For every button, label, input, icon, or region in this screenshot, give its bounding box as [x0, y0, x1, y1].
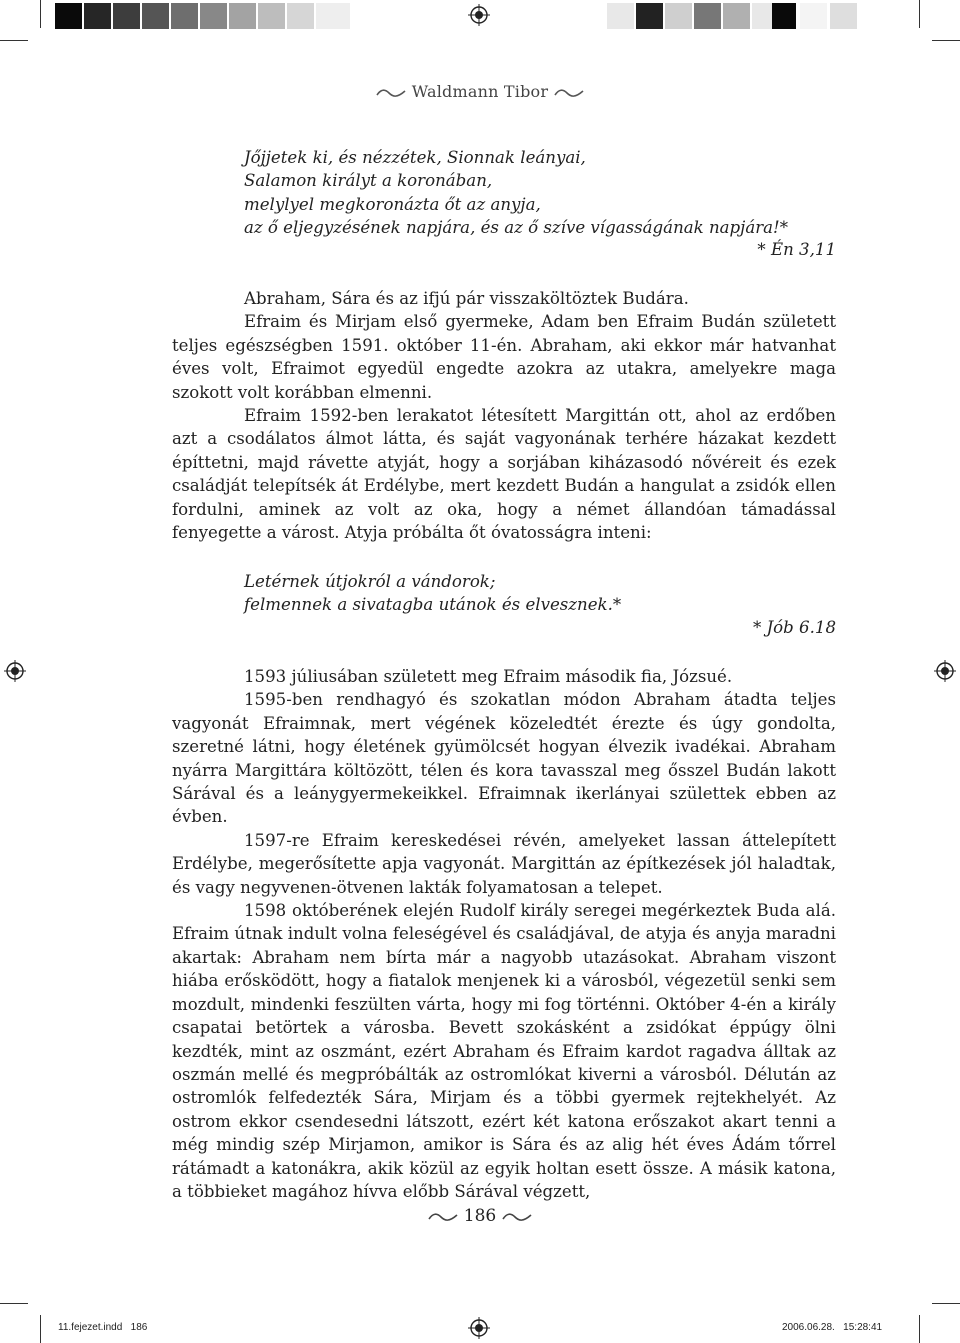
registration-mark-icon-top — [468, 4, 490, 26]
swash-ornament-icon — [376, 87, 406, 99]
quoted-poem — [244, 570, 621, 617]
registration-mark-icon-bottom — [468, 1317, 490, 1339]
body-text-section — [172, 665, 836, 1203]
scripture-reference: * Én 3,11 — [757, 240, 836, 259]
paragraph: 1593 júliusában született meg Efraim második fia, Józsué. — [244, 667, 733, 686]
poem-line: Jőjjetek ki, és nézzétek, Sionnak leányai, — [244, 148, 586, 167]
slug-timestamp: 2006.06.28. 15:28:41 — [782, 1322, 883, 1333]
epigraph-poem — [244, 146, 788, 240]
paragraph: 1597-re Efraim kereskedései révén, amelyeket lassan áttelepített Erdélybe, megerősítette apja vagyonát. Margittán az építkezések jól haladtak, és vagy negyvenen-ötvenen lakták folyamatosan a telepet. — [172, 830, 836, 897]
poem-line: melylyel megkoronázta őt az anyja, — [244, 194, 541, 214]
poem-line: az ő eljegyzésének napjára, és az ő szíve vígasságának napjára!* — [244, 218, 789, 238]
registration-mark-icon-left — [4, 660, 26, 682]
swash-ornament-icon — [554, 87, 584, 99]
swash-ornament-icon — [428, 1211, 458, 1223]
slug-filename: 11.fejezet.indd 186 — [58, 1322, 148, 1333]
paragraph: Abraham, Sára és az ifjú pár visszaköltöztek Budára. — [244, 289, 689, 308]
author-name: Waldmann Tibor — [411, 82, 549, 101]
poem-line: Letérnek útjokról a vándorok; — [244, 572, 496, 591]
registration-mark-icon-right — [934, 660, 956, 682]
running-head — [0, 82, 960, 101]
page-number-value: 186 — [463, 1206, 497, 1226]
paragraph: Efraim 1592-ben lerakatot létesített Margittán ott, ahol az erdőben azt a csodálatos álmot látta, és saját vagyonának terhére házakat kezdett építtetni, majd rávette atyját, hogy a sorjában kiházasodó nővéreit és ezek családját telepítsék át Erdélybe, mert kezdett Budán a hangulat a zsidók ellen fordulni, aminek az volt az oka, hogy a német állandóan támadással fenyegette a várost. Atyja próbálta őt óvatosságra inteni: — [172, 406, 836, 543]
poem-line: felmennek a sivatagba utánok és elvesznek.* — [244, 595, 622, 615]
paragraph: 1595-ben rendhagyó és szokatlan módon Abraham átadta teljes vagyonát Efraimnak, mert végének közeledtét érezte és úgy gondolta, szeretné látni, hogy életének gyümölcsét hogyan élvezik ivadékai. Abraham nyárra Margittára költözött, télen és kora tavasszal meg ősszel Budán lakott Sárával és a leánygyermekeikkel. Efraimnak ikerlányai születtek ebben az évben. — [172, 690, 836, 827]
body-text-section — [172, 287, 836, 544]
scripture-reference: * Jób 6.18 — [752, 618, 836, 637]
page-number — [0, 1206, 960, 1226]
poem-line: Salamon királyt a koronában, — [244, 171, 493, 191]
swash-ornament-icon — [502, 1211, 532, 1223]
paragraph: Efraim és Mirjam első gyermeke, Adam ben Efraim Budán született teljes egészségben 1591. október 11-én. Abraham, aki ekkor már hatvanhat éves volt, Efraimot egyedül engedte azokra az utakra, amelyekre maga szokott volt korábban elmenni. — [172, 312, 836, 402]
paragraph: 1598 októberének elején Rudolf király seregei megérkeztek Buda alá. Efraim útnak indult volna feleségével és családjával, de atyja és anyja maradni akartak: Abraham nem bírta már a nagyobb utazásokat. Abraham viszont hiába erősködött, hogy a fiatalok menjenek ki a városból, végezetül senki sem mozdult, mindenki feszülten várta, hogy mi fog történni. Október 4-én a király csapatai betörtek a városba. Bevett szokásként a zsidókat éppúgy ölni kezdték, mint az oszmánt, ezért Abraham és Efraim kardot ragadva álltak az oszmán mellé és megpróbálták az ostromlókat kiverni a városból. Délután az ostromlók felfedezték Sára, Mirjam és a többi gyermek rejtekhelyét. Az ostrom ekkor csendesedni látszott, ezért két katona erőszakot akart tenni a még mindig szép Mirjamon, amikor is Sára és az alig hét éves Ádám tőrrel rátámadt a katonákra, akik közül az egyik holtan esett össze. A másik katona, a többieket magához hívva előbb Sárával végzett, — [172, 901, 836, 1201]
